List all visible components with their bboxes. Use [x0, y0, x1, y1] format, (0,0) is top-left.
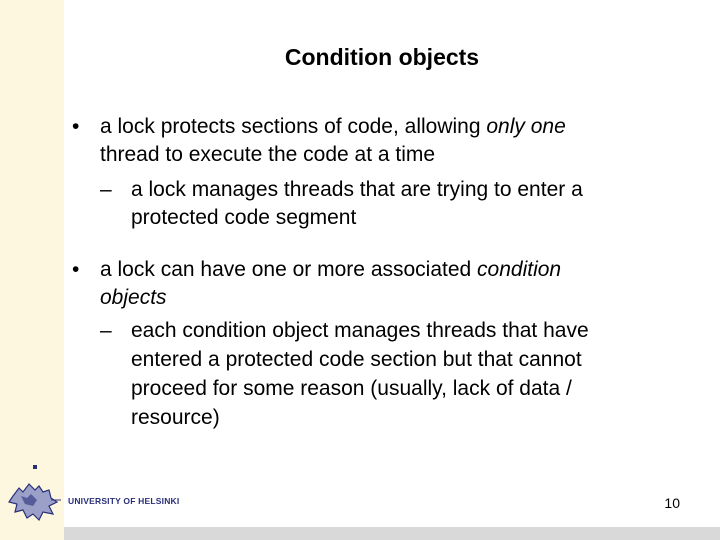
university-logo-text: UNIVERSITY OF HELSINKI [68, 496, 180, 506]
sub-2-line-2: entered a protected code section but that cannot [131, 348, 582, 371]
bullet-2-glyph: • [72, 258, 80, 281]
sub-2-dash: – [100, 319, 112, 342]
bullet-2-line-1 [100, 258, 561, 282]
bullet-1-line-1-text: a lock protects sections of code, allowing [100, 115, 487, 138]
sub-2-line-4: resource) [131, 406, 220, 429]
bullet-2-line-2 [100, 286, 167, 310]
bullet-1-glyph: • [72, 115, 80, 138]
sub-2-line-3: proceed for some reason (usually, lack of data / [131, 377, 572, 400]
bullet-1-line-1 [100, 115, 566, 139]
bullet-1-line-1-italic: only one [486, 115, 566, 138]
sub-1-line-2: protected code segment [131, 206, 357, 229]
bullet-2-line-1-italic: condition [477, 258, 562, 281]
bullet-1-line-2-text: thread to execute the code at a time [100, 143, 436, 166]
page-number: 10 [664, 495, 680, 511]
bullet-2-line-1-text: a lock can have one or more associated [100, 258, 478, 281]
sub-1-dash: – [100, 178, 112, 201]
left-decorative-band [0, 0, 64, 540]
university-map-logo-icon [3, 476, 63, 526]
sub-2-line-1: each condition object manages threads that have [131, 319, 589, 342]
slide-title: Condition objects [284, 44, 480, 70]
sub-1-line-1: a lock manages threads that are trying to enter a [131, 178, 583, 201]
bullet-1-line-2 [100, 143, 435, 167]
bullet-2-line-2-italic: objects [100, 286, 167, 309]
bottom-footer-bar [64, 527, 720, 540]
